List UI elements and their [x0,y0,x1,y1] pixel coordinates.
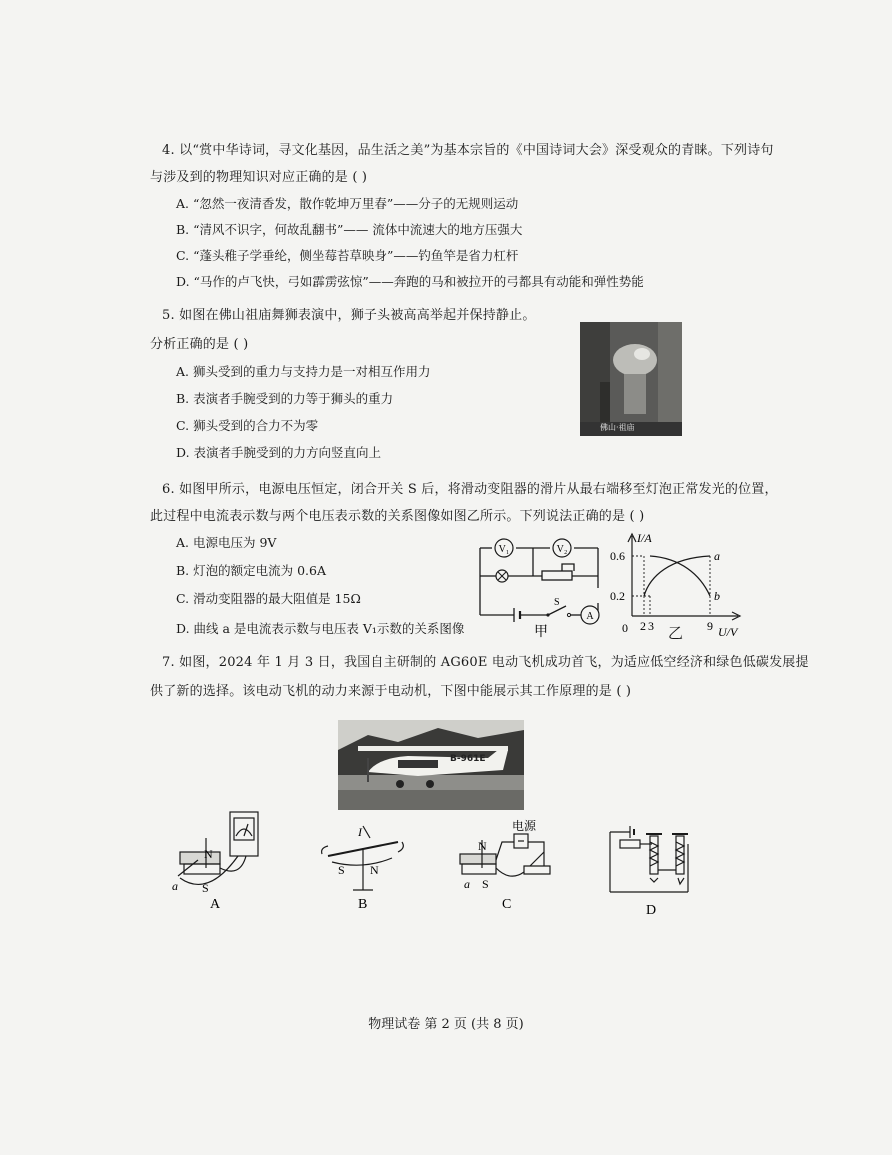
fig-c-label: C [502,897,512,908]
q5-stem-line2: 分析正确的是 ( ) [150,337,249,352]
c-fig-a-label: a [464,877,470,891]
b-fig-n-label: N [370,863,379,877]
q6-stem-line2: 此过程中电流表示数与两个电压表示数的关系图像如图乙所示。下列说法正确的是 ( ) [150,509,645,524]
circuit-diagram [470,530,610,640]
q6-option-b: B. 灯泡的额定电流为 0.6A [176,563,327,578]
q6-stem-line1: 6. 如图甲所示，电源电压恒定，闭合开关 S 后，将滑动变阻器的滑片从最右端移至灯泡正常发光的位置， [162,482,778,497]
a-fig-s-label: S [202,881,209,895]
b-fig-s-label: S [338,863,345,877]
q4-option-d: D. “马作的卢飞快，弓如霹雳弦惊”——奔跑的马和被拉开的弓都具有动能和弹性势能 [176,274,644,289]
option-b-figure [318,818,408,908]
c-fig-n-label: N [478,839,487,853]
graph-xlabel: U/V [718,625,738,639]
q4-stem-line1: 4. 以“赏中华诗词，寻文化基因，品生活之美”为基本宗旨的《中国诗词大会》深受观众的青睐。下列诗句 [162,143,774,158]
xtick-9: 9 [707,619,713,633]
q4-option-a: A. “忽然一夜清香发，散作乾坤万里春”——分子的无规则运动 [176,196,519,211]
fig-yi-label: 乙 [668,626,684,642]
ytick-06: 0.6 [610,549,625,563]
fig-b-label: B [358,897,368,908]
q5-option-d: D. 表演者手腕受到的力方向竖直向上 [176,445,382,460]
xtick-3: 3 [648,619,654,633]
v1-label: V₁ [498,544,510,555]
fig-d-label: D [646,903,657,918]
q4-option-c: C. “蓬头稚子学垂纶，侧坐莓苔草映身”——钓鱼竿是省力杠杆 [176,248,519,263]
q4-stem-line2: 与涉及到的物理知识对应正确的是 ( ) [150,170,368,185]
fig-jia-label: 甲 [534,625,548,640]
photo-caption: 佛山·祖庙 [600,423,635,432]
graph-ylabel: I/A [637,531,652,545]
q5-stem-line1: 5. 如图在佛山祖庙舞狮表演中，狮子头被高高举起并保持静止。 [162,308,536,323]
q6-option-d: D. 曲线 a 是电流表示数与电压表 V₁示数的关系图像 [176,621,465,636]
fig-a-label: A [210,897,221,908]
curve-a-label: a [714,549,720,563]
q5-option-b: B. 表演者手腕受到的力等于狮头的重力 [176,391,394,406]
switch-label: S [554,597,560,608]
q4-option-b: B. “清风不识字，何故乱翻书”—— 流体中流速大的地方压强大 [176,222,523,237]
a-fig-a-label: a [172,879,178,893]
q5-option-c: C. 狮头受到的合力不为零 [176,418,319,433]
lion-dance-photo [580,322,682,436]
b-fig-i-label: I [358,825,362,839]
curve-b-label: b [714,589,720,603]
option-d-figure [600,822,704,918]
v2-label: V₂ [556,544,568,555]
c-fig-s-label: S [482,877,489,891]
plane-registration: B-961E [450,754,486,764]
electric-plane-photo [338,720,524,810]
q7-stem-line2: 供了新的选择。该电动飞机的动力来源于电动机，下图中能展示其工作原理的是 ( ) [150,684,632,699]
q5-option-a: A. 狮头受到的重力与支持力是一对相互作用力 [176,364,431,379]
ytick-02: 0.2 [610,589,625,603]
q7-stem-line1: 7. 如图，2024 年 1 月 3 日，我国自主研制的 AG60E 电动飞机成功首飞，为适应低空经济和绿色低碳发展提 [162,655,809,670]
graph-origin: 0 [622,621,628,635]
c-fig-power-label: 电源 [512,819,537,833]
option-c-figure [452,812,562,908]
a-fig-n-label: N [204,847,213,861]
ammeter-label: A [586,611,594,622]
q6-option-a: A. 电源电压为 9V [176,535,277,550]
xtick-2: 2 [640,619,646,633]
page-footer: 物理试卷 第 2 页 (共 8 页) [368,1017,524,1032]
option-a-figure [168,808,268,908]
q6-option-c: C. 滑动变阻器的最大阻值是 15Ω [176,591,361,606]
